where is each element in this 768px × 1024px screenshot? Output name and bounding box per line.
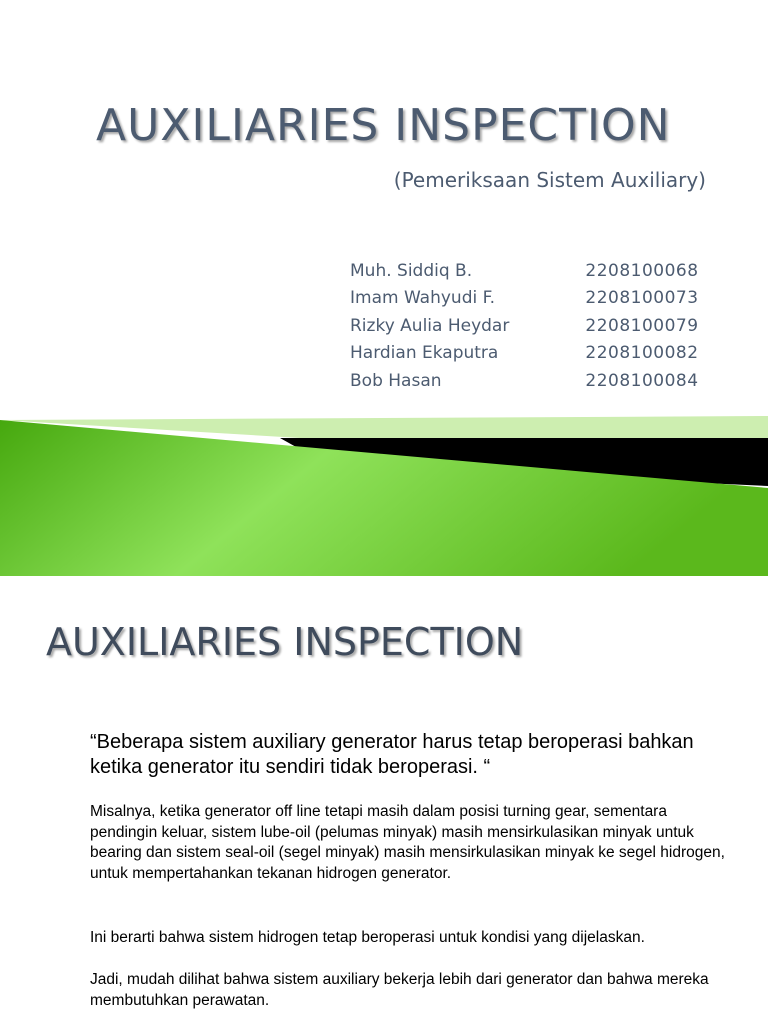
member-name: Muh. Siddiq B. (350, 261, 473, 281)
member-id: 2208100084 (585, 370, 699, 391)
slide-title: AUXILIARIES INSPECTION (46, 620, 524, 664)
member-id: 2208100073 (585, 288, 699, 309)
member-name: Rizky Aulia Heydar (350, 315, 510, 336)
member-name: Bob Hasan (350, 370, 442, 391)
content-slide (0, 576, 768, 1024)
paragraph: Misalnya, ketika generator off line tetapi masih dalam posisi turning gear, sementara pendingin keluar, sistem lube-oil (pelumas minyak) masih mensirkulasikan minyak untuk bearing dan sistem seal-oil (segel minyak) masih mensirkulasikan minyak ke segel hidrogen, untuk mempertahankan tekanan hidrogen generator. (90, 803, 725, 882)
member-id: 2208100082 (585, 343, 699, 364)
member-name: Hardian Ekaputra (350, 343, 499, 364)
member-id: 2208100079 (585, 315, 699, 336)
slide-subtitle: (Pemeriksaan Sistem Auxiliary) (393, 168, 706, 192)
member-id: 2208100068 (585, 261, 699, 281)
slide-title: AUXILIARIES INSPECTION (96, 100, 671, 151)
paragraph: Jadi, mudah dilihat bahwa sistem auxiliary bekerja lebih dari generator dan bahwa mereka membutuhkan perawatan. (90, 971, 709, 1009)
quote-text: “Beberapa sistem auxiliary generator harus tetap beroperasi bahkan ketika generator itu sendiri tidak beroperasi. “ (90, 731, 694, 778)
paragraph: Ini berarti bahwa sistem hidrogen tetap beroperasi untuk kondisi yang dijelaskan. (90, 929, 645, 946)
member-name: Imam Wahyudi F. (350, 288, 496, 309)
